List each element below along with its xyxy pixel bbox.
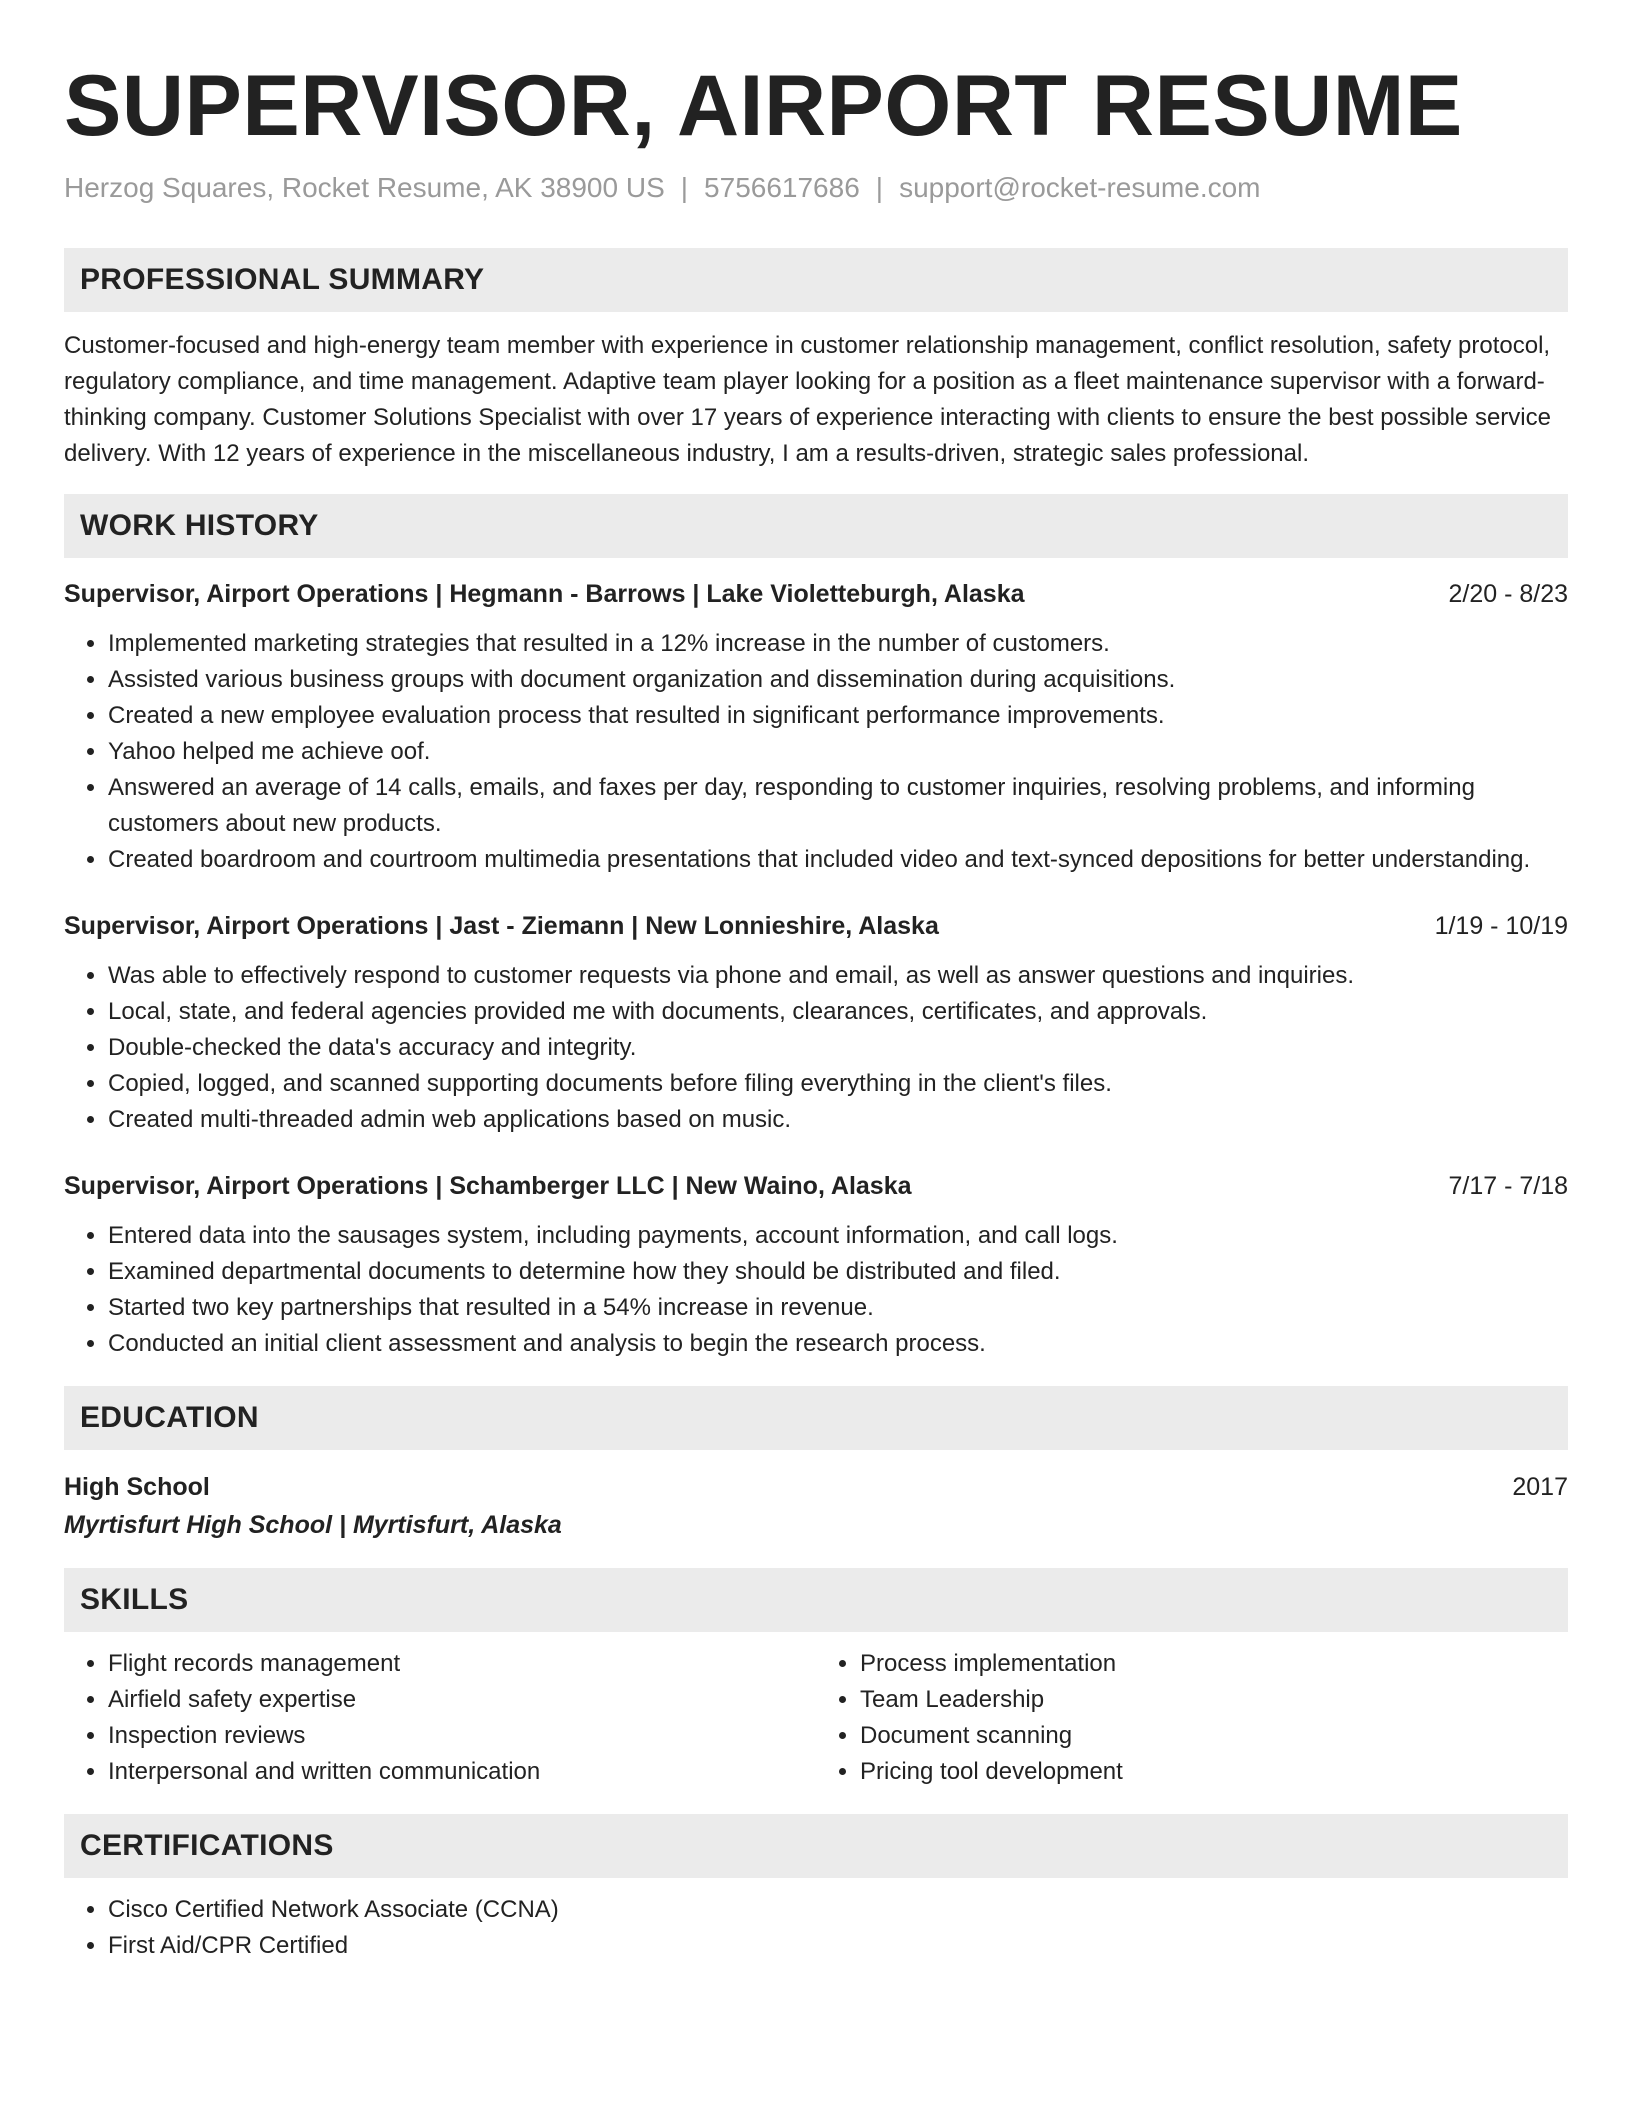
job-bullet: • Yahoo helped me achieve oof. [108,734,1568,770]
skill-item: • Interpersonal and written communication [108,1754,816,1790]
section-heading-work-history: WORK HISTORY [64,494,1568,558]
certification-item: • First Aid/CPR Certified [108,1928,1568,1964]
skill-item: • Airfield safety expertise [108,1682,816,1718]
skill-item: • Process implementation [860,1646,1568,1682]
job-bullet: • Conducted an initial client assessment and analysis to begin the research process. [108,1326,1568,1362]
job-bullets [64,626,1568,878]
education-school: Myrtisfurt High School | Myrtisfurt, Alaska [64,1511,562,1539]
section-heading-skills: SKILLS [64,1568,1568,1632]
skills-list [64,1646,1568,1790]
job-bullet: • Copied, logged, and scanned supporting documents before filing everything in the client's files. [108,1066,1568,1102]
job-entry [64,1168,1568,1362]
skill-item: • Inspection reviews [108,1718,816,1754]
job-bullet: • Implemented marketing strategies that resulted in a 12% increase in the number of customers. [108,626,1568,662]
job-bullets [64,958,1568,1138]
job-dates: 2/20 - 8/23 [1448,580,1568,608]
job-bullet: • Assisted various business groups with document organization and dissemination during acquisitions. [108,662,1568,698]
job-title: Supervisor, Airport Operations | Hegmann - Barrows | Lake Violetteburgh, Alaska [64,580,1025,608]
skill-item: • Pricing tool development [860,1754,1568,1790]
education-degree: High School [64,1473,210,1501]
skills-column-right [816,1646,1568,1790]
job-bullet: • Local, state, and federal agencies provided me with documents, clearances, certificates, and approvals. [108,994,1568,1030]
certification-item: • Cisco Certified Network Associate (CCNA) [108,1892,1568,1928]
job-bullet: • Entered data into the sausages system, including payments, account information, and call logs. [108,1218,1568,1254]
skill-item: • Team Leadership [860,1682,1568,1718]
contact-address: Herzog Squares, Rocket Resume, AK 38900 US [64,172,665,203]
job-dates: 1/19 - 10/19 [1434,912,1568,940]
education-year: 2017 [1512,1473,1568,1501]
section-heading-education: EDUCATION [64,1386,1568,1450]
contact-separator: | [875,172,884,203]
section-heading-summary: PROFESSIONAL SUMMARY [64,248,1568,312]
resume-title: SUPERVISOR, AIRPORT RESUME [64,58,1463,154]
job-header [64,1168,1568,1204]
job-entry [64,576,1568,878]
job-header [64,576,1568,612]
education-entry [64,1468,1568,1544]
job-bullet: • Examined departmental documents to determine how they should be distributed and filed. [108,1254,1568,1290]
skills-column-left [64,1646,816,1790]
contact-phone: 5756617686 [704,172,860,203]
job-bullets [64,1218,1568,1362]
job-dates: 7/17 - 7/18 [1448,1172,1568,1200]
job-bullet: • Was able to effectively respond to customer requests via phone and email, as well as answer questions and inquiries. [108,958,1568,994]
contact-line [64,168,1568,208]
job-bullet: • Double-checked the data's accuracy and integrity. [108,1030,1568,1066]
job-bullet: • Created boardroom and courtroom multimedia presentations that included video and text-synced depositions for better understanding. [108,842,1568,878]
job-title: Supervisor, Airport Operations | Schamberger LLC | New Waino, Alaska [64,1172,912,1200]
education-header [64,1468,1568,1506]
job-bullet: • Started two key partnerships that resulted in a 54% increase in revenue. [108,1290,1568,1326]
job-bullet: • Created a new employee evaluation process that resulted in significant performance improvements. [108,698,1568,734]
job-entry [64,908,1568,1138]
section-heading-certifications: CERTIFICATIONS [64,1814,1568,1878]
skill-item: • Document scanning [860,1718,1568,1754]
job-bullet: • Created multi-threaded admin web applications based on music. [108,1102,1568,1138]
job-header [64,908,1568,944]
job-title: Supervisor, Airport Operations | Jast - Ziemann | New Lonnieshire, Alaska [64,912,939,940]
job-bullet: • Answered an average of 14 calls, emails, and faxes per day, responding to customer inquiries, resolving problems, and informing customers about new products. [108,770,1568,842]
skill-item: • Flight records management [108,1646,816,1682]
summary-text: Customer-focused and high-energy team member with experience in customer relationship management, conflict resolution, safety protocol, regulatory compliance, and time management. Adaptive team player looking for a position as a fleet maintenance supervisor with a forward-thinking company. Customer Solutions Specialist with over 17 years of experience interacting with clients to ensure the best possible service delivery. With 12 years of experience in the miscellaneous industry, I am a results-driven, strategic sales professional. [64,332,1551,467]
contact-email: support@rocket-resume.com [899,172,1261,203]
contact-separator: | [680,172,689,203]
certifications-list [64,1892,1568,1964]
